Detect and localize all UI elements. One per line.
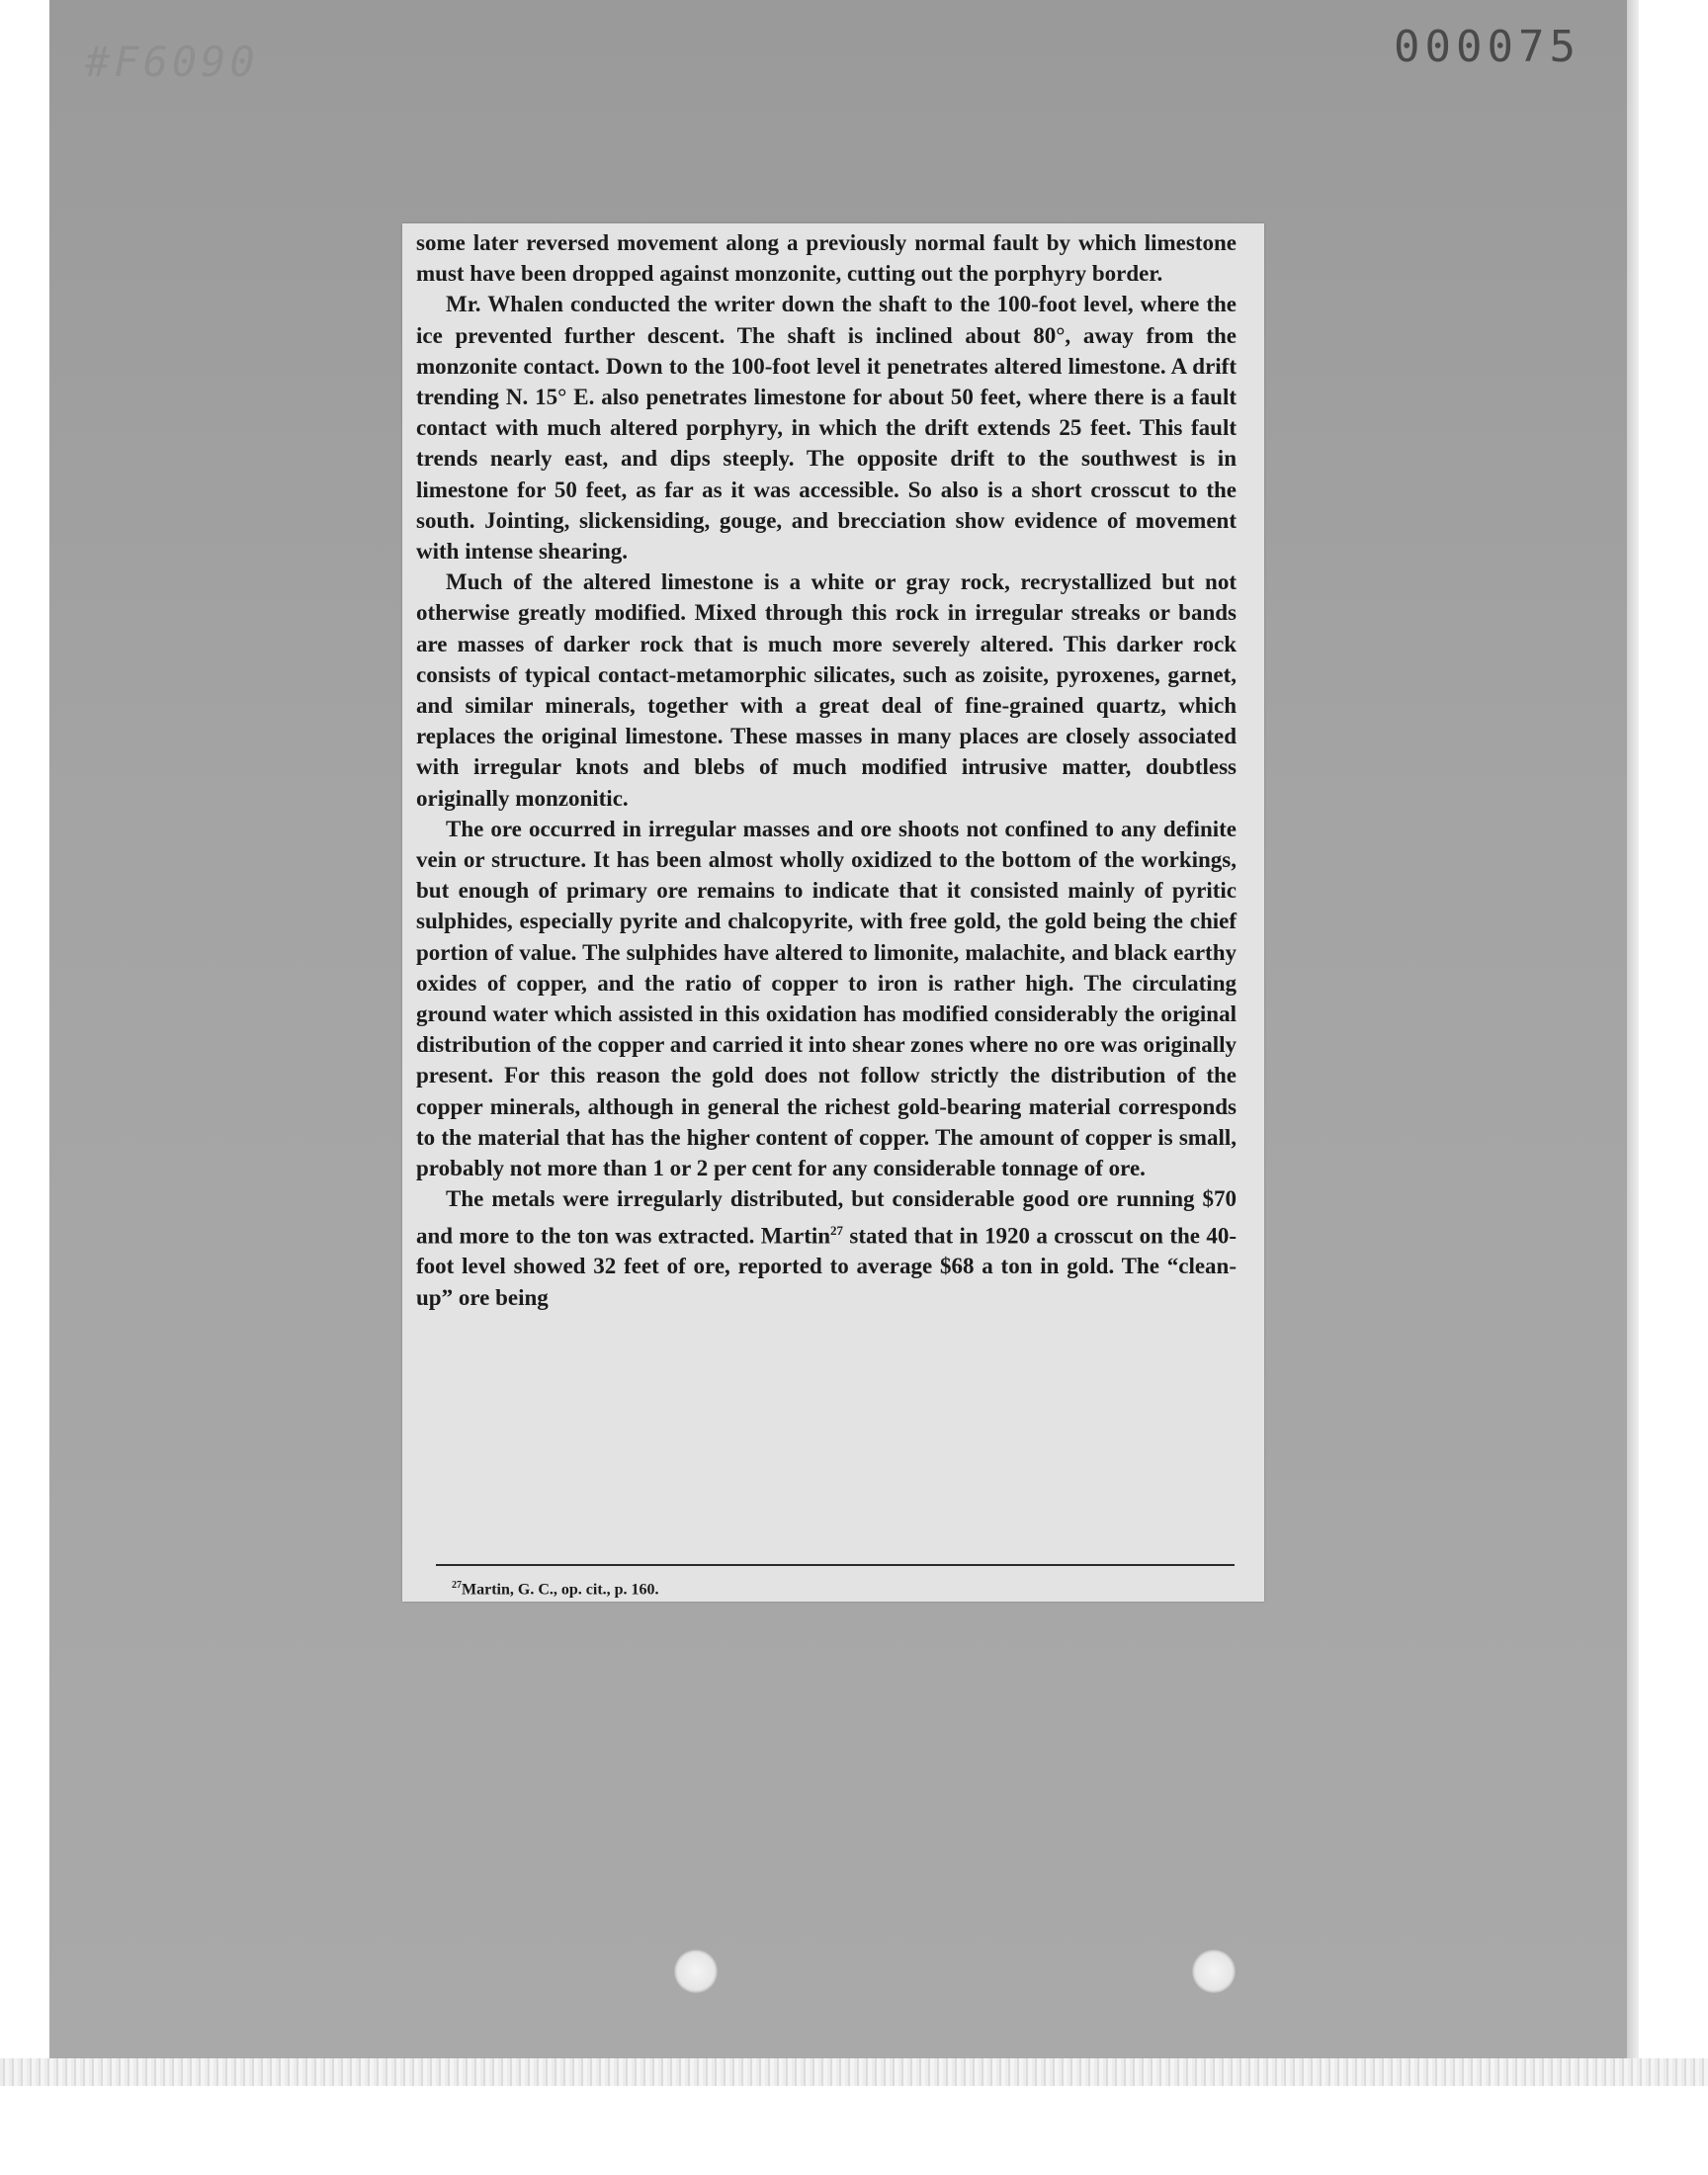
footnote — [452, 1580, 659, 1599]
paragraph: some later reversed movement along a previously normal fault by which limestone must have been dropped against monzonite, cutting out the porphyry border. — [416, 230, 1237, 287]
mount-edge — [1627, 0, 1639, 2058]
paragraph-last — [416, 1183, 1237, 1312]
footnote-marker: 27 — [452, 1580, 462, 1591]
page-stamp-number: 000075 — [1394, 22, 1580, 72]
paragraph-text: The metals were irregularly distributed, but considerable good ore running $70 and more to the ton was extracted. Martin — [416, 1186, 1237, 1249]
paragraph-text: stated that in 1920 a crosscut on the 40-foot level showed 32 feet of ore, reported to average $68 a ton in gold. The “clean-up” ore being — [416, 1223, 1238, 1310]
paragraph: Mr. Whalen conducted the writer down the shaft to the 100-foot level, where the ice prevented further descent. The shaft is inclined about 80°, away from the monzonite contact. Down to the 100-foot level it penetrates altered limestone. A drift trending N. 15° E. also penetrates limestone for about 50 feet, where there is a fault contact with much altered porphyry, in which the drift extends 25 feet. This fault trends nearly east, and dips steeply. The opposite drift to the southwest is in limestone for 50 feet, as far as it was accessible. So also is a short crosscut to the south. Jointing, slickensiding, gouge, and brecciation show evidence of movement with intense shearing. — [416, 292, 1237, 565]
punch-hole-left — [674, 1950, 718, 1993]
scanner-strip — [0, 2058, 1708, 2086]
clipping-text-column — [416, 227, 1237, 1313]
faded-stamp-number: #F6090 — [85, 38, 259, 86]
text-clipping — [402, 223, 1264, 1602]
footnote-rule — [436, 1564, 1235, 1566]
paragraph: The ore occurred in irregular masses and ore shoots not confined to any definite vein or structure. It has been almost wholly oxidized to the bottom of the workings, but enough of primary ore remains to indicate that it consisted mainly of pyritic sulphides, especially pyrite and chalcopyrite, with free gold, the gold being the chief portion of value. The sulphides have altered to limonite, malachite, and black earthy oxides of copper, and the ratio of copper to iron is rather high. The circulating ground water which assisted in this oxidation has modified considerably the original distribution of the copper and carried it into shear zones where no ore was originally present. For this reason the gold does not follow strictly the distribution of the copper minerals, although in general the richest gold-bearing material corresponds to the material that has the higher content of copper. The amount of copper is small, probably not more than 1 or 2 per cent for any considerable tonnage of ore. — [416, 816, 1237, 1181]
paragraph: Much of the altered limestone is a white or gray rock, recrystallized but not otherwise greatly modified. Mixed through this rock in irregular streaks or bands are masses of darker rock that is much more severely altered. This darker rock consists of typical contact-metamorphic silicates, such as zoisite, pyroxenes, garnet, and similar minerals, together with a great deal of fine-grained quartz, which replaces the original limestone. These masses in many places are closely associated with irregular knots and blebs of much modified intrusive matter, doubtless originally monzonitic. — [416, 569, 1237, 811]
footnote-reference: 27 — [830, 1222, 844, 1238]
punch-hole-right — [1192, 1950, 1236, 1993]
footnote-text: Martin, G. C., op. cit., p. 160. — [462, 1581, 659, 1599]
